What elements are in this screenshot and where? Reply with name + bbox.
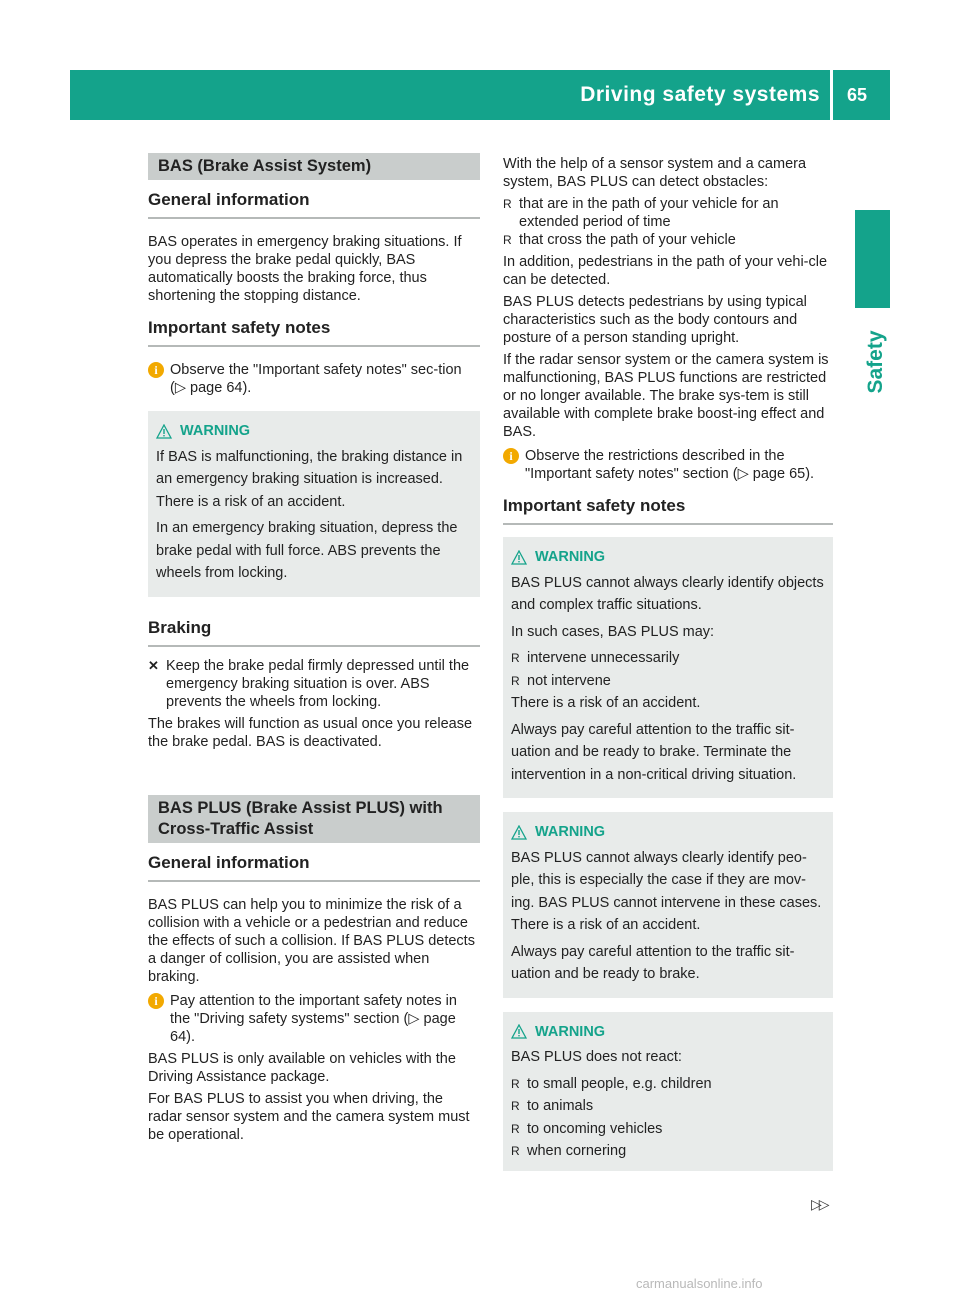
continue-arrows-icon: ▷▷ [811, 1196, 827, 1212]
info-note [503, 447, 833, 483]
warning-text: Always pay careful attention to the traffic sit-uation and be ready to brake. [511, 943, 795, 982]
header-divider [830, 70, 833, 120]
info-icon: i [503, 448, 519, 464]
list-item: R to animals [511, 1098, 594, 1114]
list-item: R that cross the path of your vehicle [503, 232, 736, 248]
info-note [148, 361, 480, 397]
info-note-text: Observe the "Important safety notes" sec-tion (▷ page 64). [170, 362, 462, 396]
body-text: BAS PLUS detects pedestrians by using typical characteristics such as the body contours and posture of a person standing upright. [503, 294, 807, 346]
watermark-text: carmanualsonline.info [636, 1276, 763, 1291]
warning-box [503, 1012, 833, 1171]
info-note [148, 992, 480, 1046]
list-item: R to oncoming vehicles [511, 1120, 663, 1137]
page-header-bar [70, 70, 890, 120]
list-item: R to small people, e.g. children [511, 1075, 712, 1092]
bas-plus-heading: BAS PLUS (Brake Assist PLUS) with Cross-Traffic Assist [148, 795, 480, 843]
warning-text: BAS PLUS does not react: [511, 1049, 682, 1065]
warning-triangle-icon [511, 825, 527, 840]
warning-text: If BAS is malfunctioning, the braking distance in an emergency braking situation is increased. There is a risk of an accident. [156, 448, 463, 510]
warning-text: There is a risk of an accident. [511, 695, 701, 711]
general-info-text: BAS operates in emergency braking situations. If you depress the brake pedal quickly, BAS automatically boosts the braking force, thus shortening the stopping distance. [148, 234, 462, 304]
step-arrow-icon: ✕ [148, 657, 159, 673]
braking-text: The brakes will function as usual once you release the brake pedal. BAS is deactivated. [148, 715, 473, 750]
bas-plus-text: BAS PLUS is only available on vehicles with the Driving Assistance package. [148, 1050, 456, 1085]
info-icon: i [148, 362, 164, 378]
warning-header: WARNING [511, 546, 825, 569]
intro-text: With the help of a sensor system and a camera system, BAS PLUS can detect obstacles: [503, 156, 807, 190]
list-item: R when cornering [511, 1143, 627, 1159]
bas-plus-text: BAS PLUS can help you to minimize the risk of a collision with a vehicle or a pedestrian and reduce the effects of such a collision. If BAS PLUS detects a danger of collision, you are assisted when braking. [148, 896, 475, 985]
general-info-heading: General information [148, 191, 480, 219]
warning-text: Always pay careful attention to the traffic sit-uation and be ready to brake. Terminate the intervention in a non-critical driving situation. [511, 721, 797, 783]
list-item: R that are in the path of your vehicle for an extended period of time [503, 196, 779, 230]
warning-text: In an emergency braking situation, depress the brake pedal with full force. ABS prevents the wheels from locking. [156, 520, 458, 581]
safety-notes-heading: Important safety notes [148, 319, 480, 347]
safety-notes-heading: Important safety notes [503, 497, 833, 525]
warning-box [148, 411, 480, 597]
right-column [503, 155, 833, 1171]
warning-header: WARNING [511, 821, 825, 844]
section-title: Driving safety systems [580, 83, 820, 106]
bas-plus-text: For BAS PLUS to assist you when driving, the radar sensor system and the camera system must be operational. [148, 1090, 470, 1143]
page-reference-link[interactable]: page 64 [170, 1010, 456, 1045]
side-tab-label: Safety [864, 330, 887, 394]
info-note-text: Observe the restrictions described in the "Important safety notes" section (▷ page 65). [525, 448, 815, 482]
page-number: 65 [847, 85, 868, 105]
warning-header: WARNING [156, 420, 472, 443]
body-text: If the radar sensor system or the camera system is malfunctioning, BAS PLUS functions are restricted or no longer available. The brake sys-tem is still available with complete brake boost-ing effect and BAS. [503, 352, 829, 440]
warning-text: BAS PLUS cannot always clearly identify peo-ple, this is especially the case if they are mov-ing. BAS PLUS cannot intervene in these cases. There is a risk of an accident. [511, 849, 822, 933]
warning-header: WARNING [511, 1021, 825, 1044]
body-text: In addition, pedestrians in the path of your vehi-cle can be detected. [503, 254, 828, 288]
warning-text: In such cases, BAS PLUS may: [511, 623, 715, 640]
page-reference-link[interactable]: page 64 [190, 380, 243, 396]
warning-box [503, 812, 833, 998]
info-note-text: Pay attention to the important safety notes in the "Driving safety systems" section (▷ page 64). [170, 992, 457, 1045]
warning-triangle-icon [511, 1024, 527, 1039]
warning-triangle-icon [156, 424, 172, 439]
list-item: R not intervene [511, 672, 611, 689]
list-item: R intervene unnecessarily [511, 650, 680, 666]
info-icon: i [148, 993, 164, 1009]
warning-box [503, 537, 833, 798]
page-reference-link[interactable]: page 65 [752, 466, 806, 482]
bas-heading: BAS (Brake Assist System) [148, 153, 480, 180]
warning-text: BAS PLUS cannot always clearly identify objects and complex traffic situations. [511, 574, 824, 613]
instruction-step: ✕ Keep the brake pedal firmly depressed until the emergency braking situation is over. ABS prevents the wheels from locking. [148, 657, 470, 710]
braking-heading: Braking [148, 619, 480, 647]
warning-triangle-icon [511, 550, 527, 565]
side-tab-marker [855, 210, 890, 308]
general-info-heading-2: General information [148, 854, 480, 882]
left-column [148, 153, 480, 1148]
